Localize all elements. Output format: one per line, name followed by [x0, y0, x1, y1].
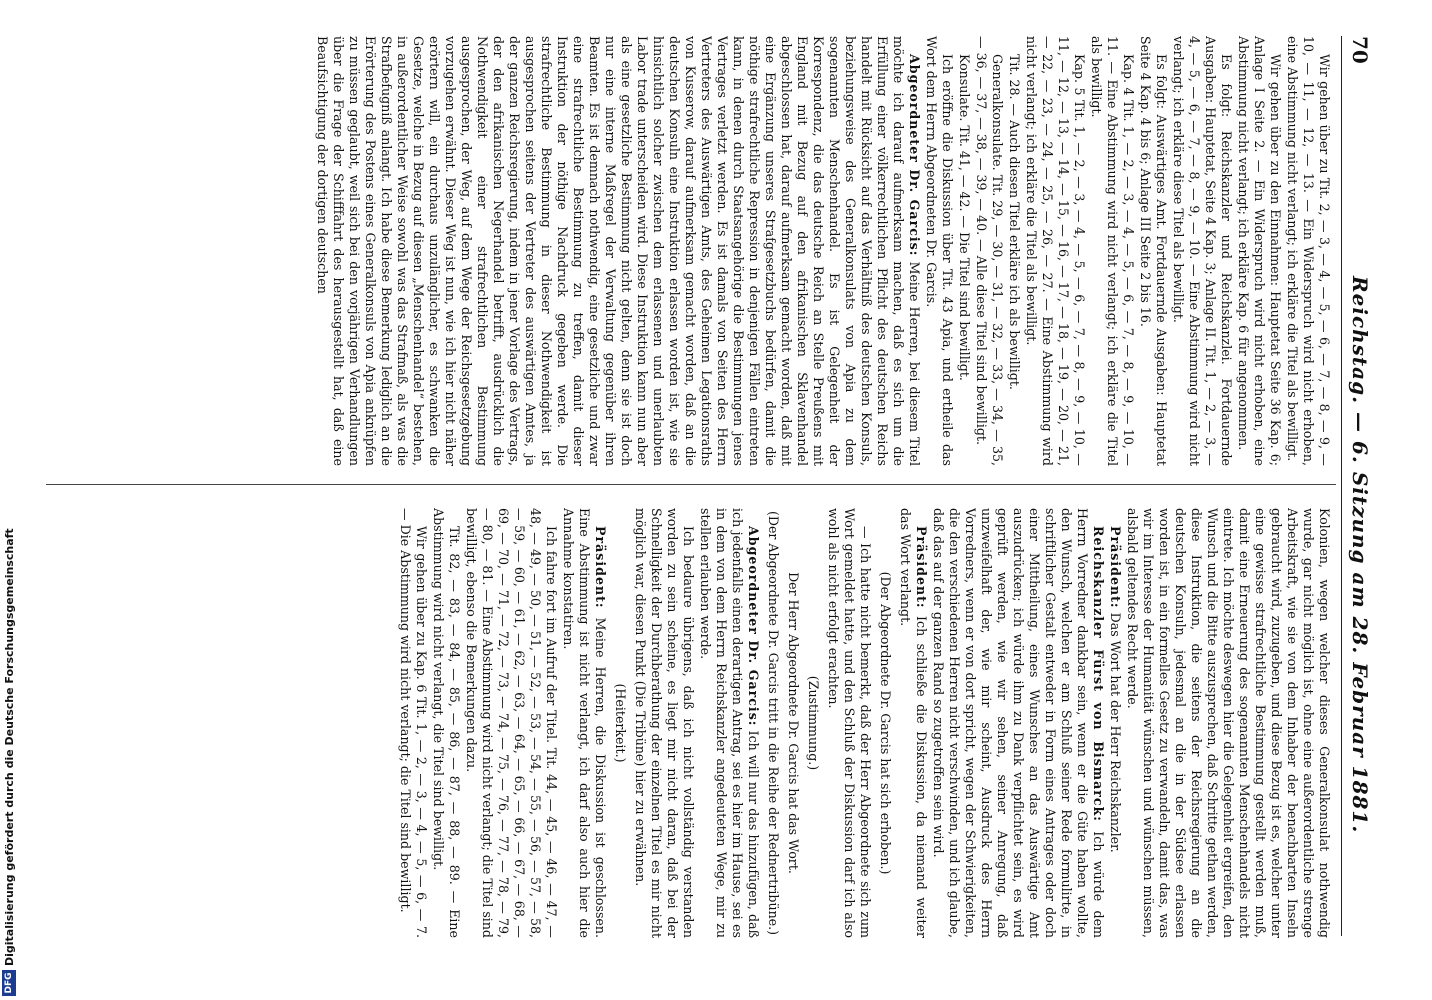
text-column-right	[52, 508, 1332, 938]
footer-credit	[0, 0, 18, 1000]
paragraph-text: Kap. 4 Tit. 1, — 2, — 3, — 4, — 5, — 6, — 7, — 8, — 9, — 10, — 11. — Eine Abstimmung wird nicht verlangt; ich erkläre die Titel als bewilligt.	[1089, 36, 1136, 466]
paragraph-text: Es folgt: Auswärtiges Amt. Fortdauernde Ausgaben: Hauptetat Seite 4 Kap. 4 bis 6; Anlage III Seite 2 bis 16.	[1138, 36, 1169, 466]
paragraph	[463, 508, 559, 938]
paragraph-text: (Heiterkeit.)	[613, 683, 628, 763]
paragraph-text: Meine Herren, die Diskussion ist geschlossen. Eine Abstimmung ist nicht verlangt, ich darf also auch hier die Annahme konstatiren.	[561, 508, 608, 938]
paragraph-text: Kolonien, wegen welcher dieses Generalkonsulat nothwendig wurde, gar nicht möglich ist, ohne eine außerordentliche strenge Arbeitskraft, wie sie von dem Inhaber der benachbarten Inseln gebraucht wird, zuzugeben, und diese Bezug ist es, welcher unter eine gewisse strafrechtliche Bestimmung gestellt werden muß, damit eine Erneuerung des sogenannten Menschenhandels nicht eintrete. Ich möchte deswegen hier die Gelegenheit ergreifen, den Wunsch und die Bitte auszusprechen, daß Schritte gethan werden, diese Instruktion, die seitens der Reichsregierung an die deutschen Konsuln, jedesmal an die in der Südsee erlassen worden ist, in ein formelles Gesetz zu verwandeln, damit das, was wir im Interesse der Humanität wünschen und wünschen müssen, alsbald geltendes Recht werde.	[1125, 508, 1332, 938]
paragraph	[805, 508, 821, 938]
paragraph-text: (Der Abgeordnete Dr. Garcis hat sich erhoben.)	[878, 571, 893, 875]
paragraph-text: Wir gehen über zu Kap. 6 Tit. 1, — 2, — 3, — 4, — 5, — 6, — 7. — Die Abstimmung wird nicht verlangt; die Titel sind bewilligt.	[398, 508, 429, 938]
text-column-left	[52, 36, 1332, 466]
page-header	[1341, 36, 1374, 936]
dfg-logo: DFG	[2, 970, 16, 996]
paragraph	[956, 36, 972, 466]
paragraph	[923, 36, 955, 466]
digitization-credit: Digitalisierung gefördert durch die Deutsche Forschungsgemeinschaft	[2, 528, 16, 966]
paragraph	[612, 508, 628, 938]
paragraph-text: Ich eröffne die Diskussion über Tit. 43 Apia, und ertheile das Wort dem Herrn Abgeordneten Dr. Garcis.	[924, 36, 955, 466]
paragraph	[1107, 508, 1123, 938]
paragraph-text: (Zustimmung.)	[806, 675, 821, 771]
paragraph	[973, 36, 1005, 466]
paragraph	[765, 508, 781, 938]
paragraph	[877, 508, 893, 938]
paragraph-text: Das Wort hat der Herr Reichskanzler.	[1108, 608, 1123, 853]
paragraph	[1088, 36, 1136, 466]
paragraph-text: Ich will nur das hinzufügen, daß ich jedenfalls einen derartigen Antrag, sei es hier im Hause, sei es in dem von dem Herrn Reichskanzler angedeuteten Wege, mir zu stellen erlauben werde.	[698, 508, 761, 938]
paragraph	[632, 508, 696, 938]
paragraph	[1124, 508, 1332, 938]
paragraph	[560, 508, 608, 938]
paragraph-text: Konsulate. Tit. 41, — 42. — Die Titel sind bewilligt.	[957, 54, 972, 381]
running-head: Reichstag. — 6. Sitzung am 28. Februar 1881.	[1348, 276, 1372, 834]
speaker-name: Präsident:	[914, 526, 929, 609]
paragraph-text: Wir gehen über zu Tit. 2, — 3, — 4, — 5, — 6, — 7, — 8, — 9, — 10, — 11, — 12, — 13. — Ein Widerspruch wird nicht erhoben, eine Abstimmung nicht verlangt; ich erkläre die Titel als bewilligt.	[1285, 36, 1332, 466]
speaker-name: Reichskanzler Fürst von Bismarck:	[1091, 526, 1106, 822]
speaker-name: Abgeordneter Dr. Garcis:	[746, 526, 761, 727]
paragraph-text: (Der Abgeordnete Dr. Garcis tritt in die Reihe der Rednertribüne.)	[766, 510, 781, 936]
paragraph	[1170, 36, 1234, 466]
paragraph	[785, 508, 801, 938]
paragraph-text: Wir gehen über zu den Einnahmen: Hauptetat Seite 36 Kap. 6; Anlage I Seite 2. — Ein Widerspruch wird nicht erhoben, eine Abstimmung nicht verlangt; ich erkläre Kap. 6 für angenommen.	[1236, 36, 1283, 466]
speaker-name: Präsident:	[593, 526, 608, 609]
paragraph-text: Tit. 28. — Auch diesen Titel erkläre ich als bewilligt.	[1007, 54, 1022, 390]
speaker-name: Präsident:	[1108, 526, 1123, 609]
paragraph	[1137, 36, 1169, 466]
paragraph	[1023, 36, 1087, 466]
paragraph-text: Ich schließe die Diskussion, da niemand weiter das Wort verlangt.	[898, 508, 929, 938]
paragraph-text: Es folgt: Reichskanzler und Reichskanzlei. Fortdauernde Ausgaben: Hauptetat, Seite 4 Kap. 3; Anlage II. Tit. 1, — 2, — 3, — 4, — 5, — 6, — 7, — 8, — 9, — 10. — Eine Abstimmung wird nicht verlangt; ich erkläre diese Titel als bewilligt.	[1171, 36, 1234, 466]
paragraph-text: Ich würde dem Herrn Vorredner dankbar sein, wenn er die Güte haben wollte, den Wunsch, welchen er am Schluß seiner Rede formulirte, in schriftlicher Gestalt entweder in Form eines Antrages oder doch einer Mittheilung, eines Wunsches an das Auswärtige Amt auszudrücken; ich würde ihm zu Dank verpflichtet sein, es wird geprüft werden, wie wir sehen, seiner Anregung, daß unzweifelhaft der, wie mir scheint, Ausdruck des Herrn Vorredners, wenn er von dort spricht, wegen der Schwierigkeiten, die den verschiedenen Herren nicht verschwinden, und ich glaube, daß das auf der ganzen Rand so zugetroffen sein wird.	[931, 508, 1106, 938]
paragraph-text: Ich fahre fort im Aufruf der Titel. Tit. 44, — 45, — 46, — 47, — 48, — 49, — 50, — 51, — 52, — 53, — 54, — 55, — 56, — 57, — 58, — 59, — 60, — 61, — 62, — 63, — 64, — 65, — 66, — 67, — 68, — 69, — 70, — 71, — 72, — 73, — 74, — 75, — 76, — 77, — 78, — 79, — 80, — 81. — Eine Abstimmung wird nicht verlangt; die Titel sind bewilligt, ebenso die Bemerkungen dazu.	[464, 508, 559, 938]
paragraph	[397, 508, 429, 938]
paragraph-text: Tit. 82, — 83, — 84, — 85, — 86, — 87, — 88, — 89. — Eine Abstimmung wird nicht verlangt, die Titel sind bewilligt.	[431, 508, 462, 938]
column-divider	[46, 484, 1336, 485]
paragraph-text: Kap. 5 Tit. 1, — 2, — 3, — 4, — 5, — 6, — 7, — 8, — 9, — 10, — 11, — 12, — 13, — 14, — 15, — 16, — 17, — 18, — 19, — 20, — 21, — 22, — 23, — 24, — 25, — 26, — 27. — Eine Abstimmung wird nicht verlangt; ich erkläre die Titel als bewilligt.	[1024, 36, 1087, 466]
paragraph	[1235, 36, 1283, 466]
paragraph	[1284, 36, 1332, 466]
paragraph	[430, 508, 462, 938]
paragraph	[314, 36, 922, 466]
paragraph-text: Ich bedaure übrigens, daß ich nicht vollständig verstanden worden zu sein scheine, es liegt mir nicht daran, daß bei der Schnelligkeit der Durchberathung der einzelnen Titel es mir nicht möglich war, diesen Punkt (Die Tribüne) hier zu erwähnen.	[633, 508, 696, 938]
paragraph-text: — Ich hatte nicht bemerkt, daß der Herr Abgeordnete sich zum Wort gemeldet hatte, und den Schluß der Diskussion darf ich also wohl als nicht erfolgt erachten.	[826, 508, 873, 938]
paragraph-text: Generalkonsulate. Tit. 29, — 30, — 31, — 32, — 33, — 34, — 35, — 36, — 37, — 38, — 39, — 40. — Alle diese Titel sind bewilligt.	[974, 36, 1005, 466]
paragraph-text: Der Herr Abgeordnete Dr. Garcis hat das Wort.	[786, 572, 801, 874]
paragraph	[897, 508, 929, 938]
paragraph	[1006, 36, 1022, 466]
paragraph-text: Meine Herren, bei diesem Titel möchte ich darauf aufmerksam machen, daß es sich um die Erfüllung einer völkerrechtlichen Pflicht des deutschen Reichs handelt mit Rücksicht auf das Verhältniß des deutschen Konsuls, beziehungsweise des Generalkonsulats von Apia zu dem sogenannten Menschenhandel. Es ist Gelegenheit der Korrespondenz, die das deutsche Reich an Stelle Preußens mit England mit Bezug auf den afrikanischen Sklavenhandel abgeschlossen hat, darauf aufmerksam gemacht worden, daß mit eine Ergänzung unseres Strafgesetzbuchs bedürfen, damit die nöthige strafrechtliche Repression in denjenigen Fällen eintreten kann, in denen durch Staatsangehörige die Bestimmungen jenes Vertrages verletzt werden. Es ist damals von Seiten des Herrn Vertreters des Auswärtigen Amts, des Geheimen Legationsraths von Kusserow, darauf aufmerksam gemacht worden, daß an die deutschen Konsuln eine Instruktion erlassen worden ist, wie sie hinsichtlich solcher zwischen dem erlassenen und unerlaubten Labor trade unterscheiden wird. Diese Instruktion kann nun aber als eine gesetzliche Bestimmung nicht gelten, denn sie ist doch nur eine interne Maßregel der Verwaltung gegenüber ihren Beamten. Es ist demnach nothwendig, eine gesetzliche und zwar eine strafrechtliche Bestimmung zu treffen, damit dieser Instruktion der nöthige Nachdruck gegeben werde. Die strafrechtliche Bestimmung in dieser Nothwendigkeit ist ausgesprochen seitens der Vertreter des auswärtigen Amtes, ja der ganzen Reichsregierung, indem in jener Vorlage des Vertrags, der den afrikanischen Negerhandel betrifft, ausdrücklich die Nothwendigkeit einer strafrechtlichen Bestimmung ausgesprochen, der Weg, auf dem Wege der Reichsgesetzgebung vorzugehen erwähnt. Dieser Weg ist nun, wie ich hier nicht näher erörtern will, ein durchaus unzulänglicher, es schwanken die Gesetze, welche in Bezug auf diesen „Menschenhandel“ bestehen, in außerordentlicher Weise sowohl was das Strafmaß, als was die Strafbefugniß anlangt. Ich habe diese Bemerkung lediglich an die Erörterung des Postens eines Generalkonsuls von Apia anknüpfen zu müssen geglaubt, weil sich bei den vorjährigen Verhandlungen über die Frage der Schifffahrt des herausgestellt hat, daß eine Beaufsichtigung der dortigen deutschen	[315, 36, 922, 466]
paragraph	[825, 508, 873, 938]
paragraph	[930, 508, 1106, 938]
speaker-name: Abgeordneter Dr. Garcis:	[907, 54, 922, 257]
paragraph	[697, 508, 761, 938]
page-number: 70	[1348, 36, 1372, 64]
